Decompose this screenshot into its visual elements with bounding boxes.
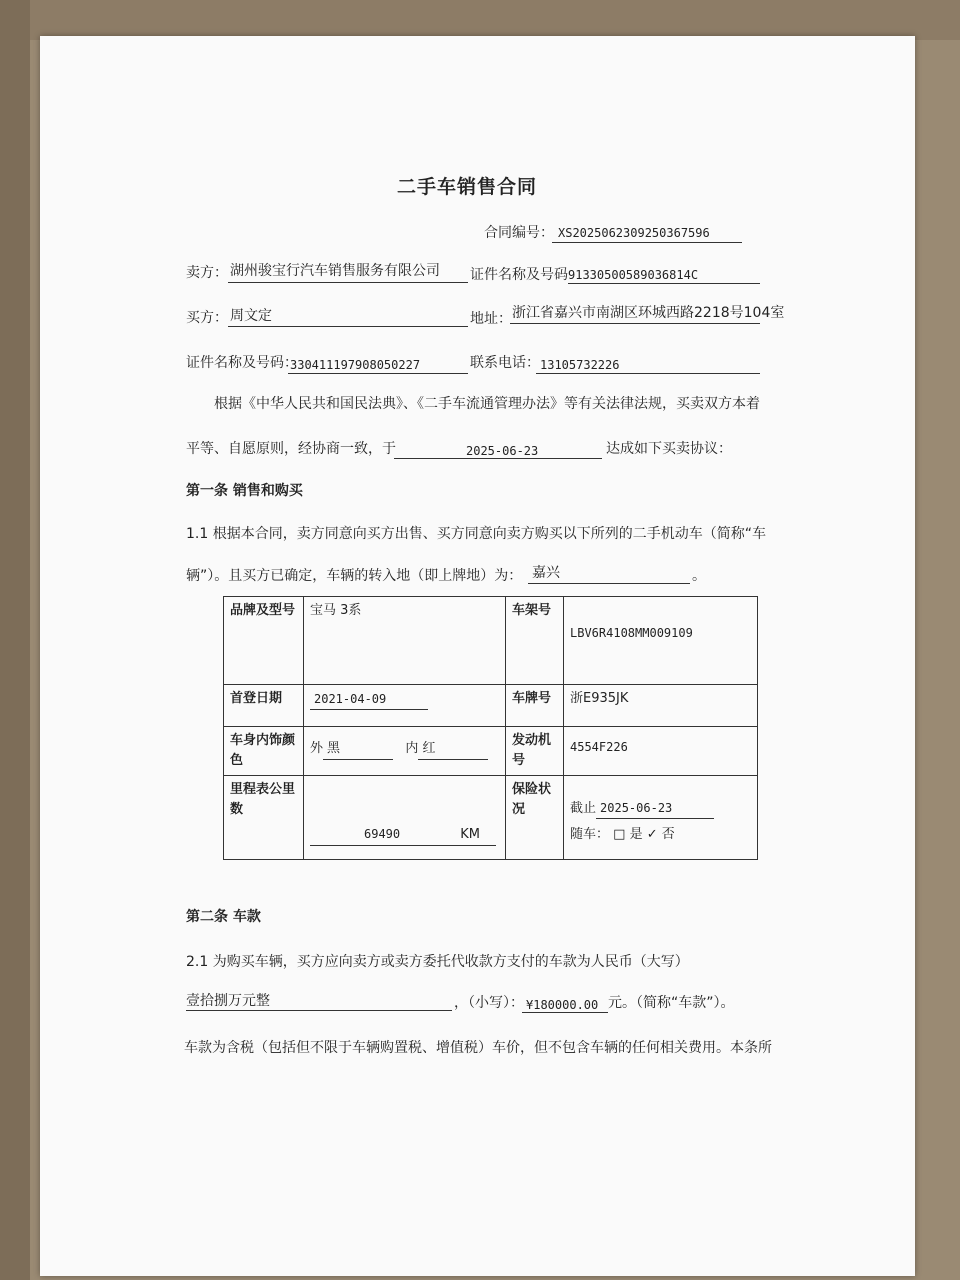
buyer-label: 买方： [186, 310, 228, 326]
mileage-label: 里程表公里数 [224, 776, 304, 860]
buyer-id-label: 证件名称及号码： [186, 355, 298, 371]
ext-prefix: 外 [310, 741, 324, 756]
table-row [224, 685, 758, 727]
buyer-id: 330411197908050227 [290, 358, 421, 372]
agreement-date: 2025-06-23 [466, 444, 539, 458]
color-cell [304, 727, 506, 776]
insurance-cell [564, 776, 758, 860]
mileage-unit: KM [460, 827, 481, 842]
plate-value: 浙E935JK [564, 685, 758, 727]
seller-underline [228, 282, 468, 283]
article-1-title: 第一条 销售和购买 [186, 483, 303, 499]
amount-words-underline [186, 1010, 452, 1011]
contract-no: XS2025062309250367596 [558, 226, 710, 240]
amount-tail: 元。（简称“车款”）。 [608, 995, 735, 1011]
reg-cell [304, 685, 506, 727]
address-label: 地址： [470, 311, 512, 327]
article-2-title: 第二条 车款 [186, 909, 261, 925]
intro-line-1: 根据《中华人民共和国民法典》、《二手车流通管理办法》等有关法律法规，买卖双方本着 [214, 396, 760, 412]
clause-2-1-line-3: 车款为含税（包括但不限于车辆购置税、增值税）车价，但不包含车辆的任何相关费用。本条所 [184, 1040, 772, 1056]
contract-no-underline [552, 242, 742, 243]
contract-sheet [40, 36, 915, 1276]
agreement-date-underline [394, 458, 602, 459]
reg-date: 2021-04-09 [310, 689, 428, 710]
table-row [224, 776, 758, 860]
engine-cell [564, 727, 758, 776]
int-prefix: 内 [405, 741, 419, 756]
reg-label: 首登日期 [224, 685, 304, 727]
clause-1-1-end: 。 [692, 568, 706, 584]
buyer-id-underline [288, 373, 468, 374]
vin-cell [564, 597, 758, 685]
clause-1-1-line-2: 辆”）。且买方已确定，车辆的转入地（即上牌地）为： [186, 568, 523, 584]
buyer-underline [228, 326, 468, 327]
ext-color: 黑 [323, 739, 393, 760]
option-yes: □ 是 [613, 827, 643, 842]
brand-value: 宝马 3系 [304, 597, 506, 685]
seller-id: 91330500589036814C [568, 268, 699, 282]
with-car-label: 随车： [570, 827, 610, 842]
engine-label: 发动机号 [506, 727, 564, 776]
transfer-place: 嘉兴 [532, 565, 560, 581]
amount-number: ¥180000.00 [526, 998, 599, 1012]
mileage-value: 69490 [364, 827, 401, 841]
ins-until-date: 2025-06-23 [596, 798, 714, 819]
ins-until-label: 截止 [570, 801, 597, 816]
table-row [224, 727, 758, 776]
insurance-label: 保险状况 [506, 776, 564, 860]
table-row [224, 597, 758, 685]
page-title: 二手车销售合同 [397, 176, 538, 198]
background-top [0, 0, 960, 40]
buyer-phone: 13105732226 [540, 358, 620, 372]
phone-underline [536, 373, 760, 374]
seller-id-underline [568, 283, 760, 284]
address-underline [510, 323, 760, 324]
engine-value: 4554F226 [570, 740, 628, 754]
amount-words: 壹拾捌万元整 [186, 993, 270, 1009]
color-label: 车身内饰颜色 [224, 727, 304, 776]
vehicle-table [223, 596, 758, 860]
clause-2-1-line-1: 2.1 为购买车辆，买方应向卖方或卖方委托代收款方支付的车款为人民币（大写） [186, 954, 689, 970]
intro-line-2-end: 达成如下买卖协议： [606, 441, 732, 457]
seller-name: 湖州骏宝行汽车销售服务有限公司 [230, 263, 440, 279]
plate-label: 车牌号 [506, 685, 564, 727]
clause-1-1-line-1: 1.1 根据本合同，卖方同意向买方出售、买方同意向卖方购买以下所列的二手机动车（简称“车 [186, 526, 766, 542]
int-color: 红 [418, 739, 488, 760]
vin-value: LBV6R4108MM009109 [570, 626, 693, 640]
background-left [0, 0, 30, 1280]
amount-number-underline [522, 1012, 608, 1013]
seller-id-label: 证件名称及号码 [470, 267, 568, 283]
vin-label: 车架号 [506, 597, 564, 685]
transfer-place-underline [528, 583, 690, 584]
mileage-cell [304, 776, 506, 860]
seller-label: 卖方： [186, 265, 228, 281]
brand-label: 品牌及型号 [224, 597, 304, 685]
phone-label: 联系电话： [470, 355, 540, 371]
buyer-name: 周文定 [230, 308, 272, 324]
option-no: ✓ 否 [646, 827, 675, 842]
amount-small-label: ，（小写）： [454, 995, 524, 1011]
buyer-address: 浙江省嘉兴市南湖区环城西路2218号104室 [512, 305, 785, 321]
intro-line-2: 平等、自愿原则，经协商一致，于 [186, 441, 396, 457]
contract-no-label: 合同编号： [484, 225, 554, 241]
